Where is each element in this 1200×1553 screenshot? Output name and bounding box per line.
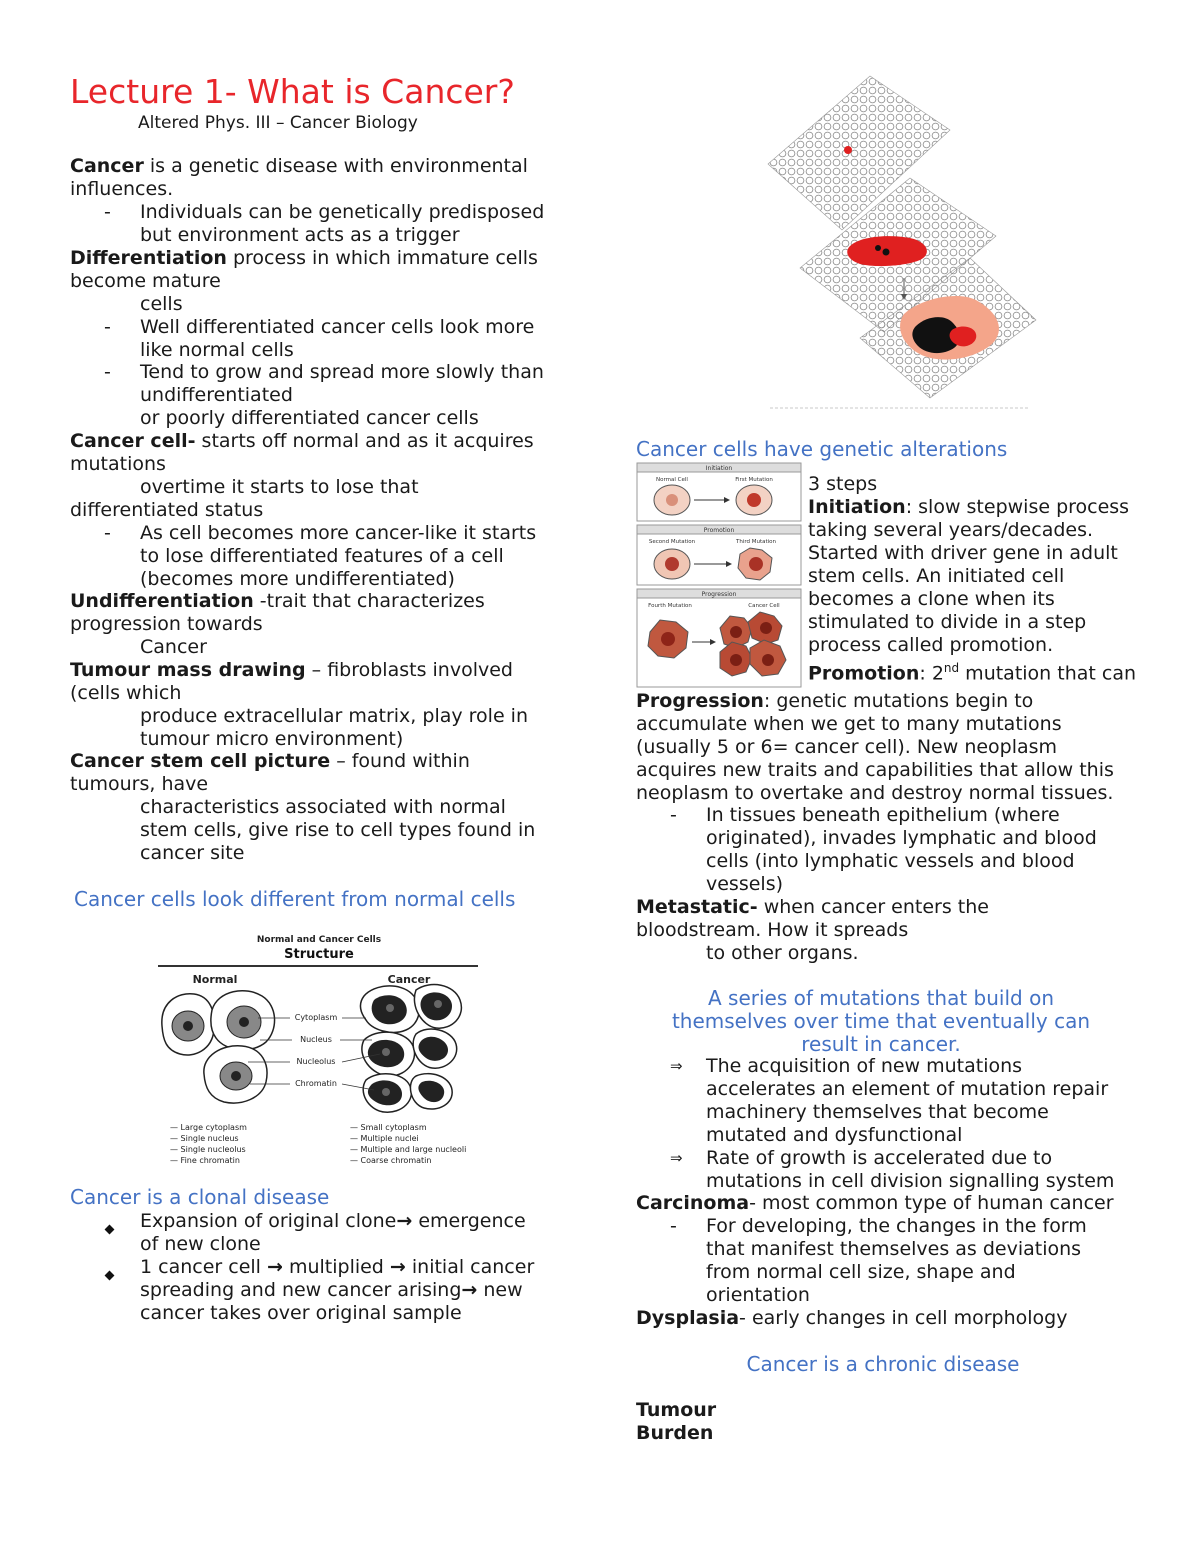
bullet-dash: - (670, 1215, 677, 1237)
bullet-text: For developing, the changes in the form (706, 1215, 1087, 1237)
definition-text: starts off normal and as it acquires (195, 430, 534, 452)
bullet-dash: - (104, 361, 111, 383)
section-heading: result in cancer. (801, 1032, 961, 1056)
definition-text: tumour micro environment) (140, 728, 404, 750)
bullet-dash: - (670, 804, 677, 826)
bullet-dash: - (104, 316, 111, 338)
figure-label: Chromatin (295, 1079, 337, 1088)
definition-text: is a genetic disease with environmental (143, 155, 528, 177)
bullet-text: that manifest themselves as deviations (706, 1238, 1082, 1260)
bullet-text: Expansion of original clone→ emergence (140, 1210, 526, 1232)
definition-text: differentiated status (70, 499, 264, 521)
definition-text: neoplasm to overtake and destroy normal tissues. (636, 782, 1114, 804)
bullet-text: like normal cells (140, 339, 294, 361)
definition-differentiation (70, 247, 538, 270)
bullet-text: In tissues beneath epithelium (where (706, 804, 1060, 826)
definition-text: become mature (70, 270, 221, 292)
definition-tumour-mass (70, 659, 513, 682)
definition-text: tumours, have (70, 773, 209, 795)
definition-text: (cells which (70, 682, 182, 704)
bullet-text: cancer takes over original sample (140, 1302, 462, 1324)
bullet-text: originated), invades lymphatic and blood (706, 827, 1097, 849)
panel-label: First Mutation (735, 477, 773, 483)
bullet-text: orientation (706, 1284, 810, 1306)
term-metastatic: Metastatic- (636, 896, 758, 918)
steps-text: process called promotion. (808, 634, 1054, 656)
steps-text: Started with driver gene in adult (808, 542, 1118, 564)
section-heading: A series of mutations that build on (707, 986, 1055, 1010)
term-carcinoma: Carcinoma (636, 1192, 750, 1214)
definition-text: cells (140, 293, 183, 315)
definition-dysplasia: Dysplasia- early changes in cell morphology (636, 1307, 1068, 1329)
bullet-dash: - (104, 522, 111, 544)
figure-label: Nucleolus (296, 1057, 336, 1066)
panel-progression (637, 589, 801, 687)
bullet-text: to lose differentiated features of a cell (140, 545, 504, 567)
panel-promotion (637, 525, 801, 585)
page-title: Lecture 1- What is Cancer? (70, 72, 515, 111)
panel-title: Progression (701, 591, 737, 598)
figure-label: Nucleus (300, 1035, 332, 1044)
definition-text: – fibroblasts involved (305, 659, 513, 681)
bullet-text: or poorly differentiated cancer cells (140, 407, 479, 429)
diamond-bullet-icon (106, 1262, 113, 1284)
figure-legend-item: — Small cytoplasm (350, 1123, 427, 1132)
definition-stem-cell (70, 750, 470, 773)
figure-label: Cytoplasm (294, 1013, 338, 1022)
steps-text: becomes a clone when its (808, 588, 1055, 610)
definition-text: bloodstream. How it spreads (636, 919, 909, 941)
panel-label: Cancer Cell (748, 603, 780, 609)
bullet-text: spreading and new cancer arising→ new (140, 1279, 523, 1301)
figure-legend-item: — Multiple and large nucleoli (350, 1145, 467, 1154)
section-heading: Cancer is a chronic disease (746, 1352, 1020, 1376)
bullet-text: cells (into lymphatic vessels and blood (706, 850, 1075, 872)
section-heading: Cancer cells look different from normal cells (74, 887, 516, 911)
cancer-cell-illustration (360, 985, 461, 1113)
bullet-text: Well differentiated cancer cells look more (140, 316, 535, 338)
definition-text: progression towards (70, 613, 263, 635)
steps-text: taking several years/decades. (808, 519, 1094, 541)
definition-text: – found within (330, 750, 470, 772)
figure-legend-item: — Fine chromatin (170, 1156, 240, 1165)
section-heading: Cancer is a clonal disease (70, 1185, 330, 1209)
term-differentiation: Differentiation (70, 247, 227, 269)
definition-cancer (70, 155, 528, 178)
definition-text: influences. (70, 178, 174, 200)
definition-cancer-cell (70, 430, 534, 453)
bullet-text: undifferentiated (140, 384, 293, 406)
definition-text: Cancer (140, 636, 207, 658)
term-tumour-mass: Tumour mass drawing (70, 659, 306, 681)
definition-metastatic: Metastatic- when cancer enters the (636, 896, 989, 918)
definition-text: -trait that characterizes (253, 590, 485, 612)
double-arrow-icon: ⇒ (670, 1149, 683, 1167)
panel-label: Fourth Mutation (648, 603, 692, 609)
figure-legend-item: — Single nucleus (170, 1134, 239, 1143)
panel-label: Normal Cell (656, 477, 688, 483)
bullet-text: Rate of growth is accelerated due to (706, 1147, 1053, 1169)
panel-label: Third Mutation (735, 539, 777, 545)
term-undifferentiation: Undifferentiation (70, 590, 254, 612)
term-initiation: Initiation (808, 496, 906, 518)
bullet-text: mutations in cell division signalling system (706, 1170, 1115, 1192)
definition-carcinoma: Carcinoma- most common type of human cancer (636, 1192, 1114, 1214)
bullet-text: accelerates an element of mutation repair (706, 1078, 1109, 1100)
bullet-text: but environment acts as a trigger (140, 224, 460, 246)
normal-vs-cancer-cells-figure (154, 930, 484, 1170)
figure-caption: Normal and Cancer Cells (256, 935, 382, 945)
panel-title: Promotion (703, 527, 735, 534)
figure-legend-item: — Large cytoplasm (170, 1123, 247, 1132)
steps-text: 3 steps (808, 473, 878, 495)
figure-legend-item: — Multiple nuclei (350, 1134, 419, 1143)
term-cancer: Cancer (70, 155, 144, 177)
bullet-text: 1 cancer cell → multiplied → initial cancer (140, 1256, 535, 1278)
definition-text: characteristics associated with normal (140, 796, 506, 818)
definition-text: accumulate when we get to many mutations (636, 713, 1062, 735)
steps-text: stem cells. An initiated cell (808, 565, 1065, 587)
definition-text: (usually 5 or 6= cancer cell). New neoplasm (636, 736, 1058, 758)
double-arrow-icon: ⇒ (670, 1057, 683, 1075)
definition-text: to other organs. (706, 942, 859, 964)
definition-text: stem cells, give rise to cell types found in (140, 819, 536, 841)
figure-column-label: Cancer (387, 973, 431, 986)
definition-text: produce extracellular matrix, play role in (140, 705, 528, 727)
tumour-burden-label: Tumour (636, 1399, 717, 1421)
definition-undifferentiation (70, 590, 485, 613)
term-promotion: Promotion (808, 662, 920, 685)
bullet-text: (becomes more undifferentiated) (140, 568, 455, 590)
bullet-text: of new clone (140, 1233, 261, 1255)
page-subtitle: Altered Phys. III – Cancer Biology (138, 113, 418, 133)
bullet-text: machinery themselves that become (706, 1101, 1049, 1123)
panel-initiation (637, 463, 801, 521)
carcinogenesis-steps-figure (636, 462, 802, 688)
bullet-text: mutated and dysfunctional (706, 1124, 963, 1146)
bullet-text: Individuals can be genetically predisposed (140, 201, 545, 223)
normal-cell-illustration (162, 991, 275, 1103)
term-cancer-cell: Cancer cell- (70, 430, 196, 452)
term-stem-cell: Cancer stem cell picture (70, 750, 331, 772)
definition-text: acquires new traits and capabilities that allow this (636, 759, 1114, 781)
steps-text: stimulated to divide in a step (808, 611, 1087, 633)
definition-text: process in which immature cells (226, 247, 538, 269)
section-heading: Cancer cells have genetic alterations (636, 437, 1008, 461)
bullet-text: The acquisition of new mutations (706, 1055, 1023, 1077)
definition-text: overtime it starts to lose that (140, 476, 419, 498)
clonal-expansion-figure (760, 68, 1040, 413)
figure-legend-item: — Single nucleolus (170, 1145, 246, 1154)
bullet-text: As cell becomes more cancer-like it starts (140, 522, 537, 544)
bullet-text: Tend to grow and spread more slowly than (140, 361, 544, 383)
figure-column-label: Normal (192, 973, 238, 986)
term-dysplasia: Dysplasia (636, 1307, 740, 1329)
steps-text: Initiation: slow stepwise process (808, 496, 1130, 518)
diamond-bullet-icon (106, 1216, 113, 1238)
definition-text: cancer site (140, 842, 245, 864)
steps-text: Promotion: 2nd mutation that can (808, 661, 1137, 685)
figure-title: Structure (284, 947, 354, 962)
bullet-dash: - (104, 201, 111, 223)
section-heading: themselves over time that eventually can (671, 1009, 1091, 1033)
panel-label: Second Mutation (648, 539, 696, 545)
definition-text: mutations (70, 453, 166, 475)
tumour-burden-label: Burden (636, 1422, 714, 1444)
panel-title: Initiation (705, 465, 733, 472)
bullet-text: vessels) (706, 873, 784, 895)
term-progression: Progression (636, 690, 764, 712)
definition-progression: Progression: genetic mutations begin to (636, 690, 1034, 712)
figure-legend-item: — Coarse chromatin (350, 1156, 432, 1165)
bullet-text: from normal cell size, shape and (706, 1261, 1016, 1283)
